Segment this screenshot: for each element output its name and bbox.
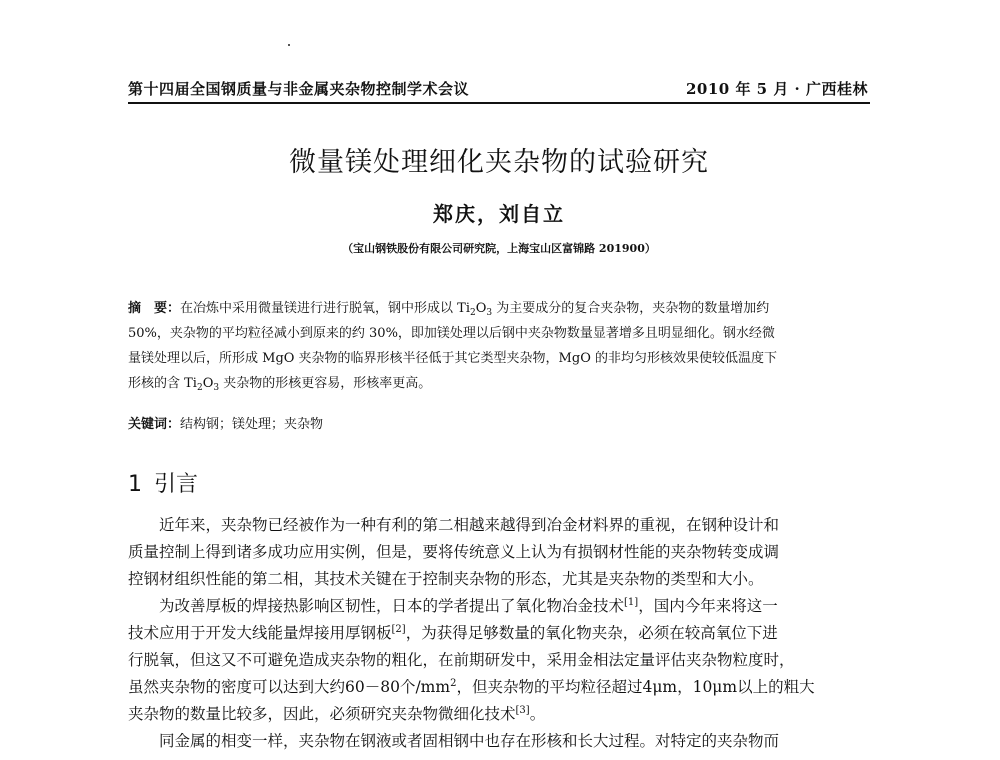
body-text-run: 虽然夹杂物的密度可以达到大约60－80个/mm	[128, 678, 451, 696]
body-line	[128, 674, 872, 701]
body-text-run: ，国内今年来将这一	[638, 597, 778, 615]
abstract-text: 形核的含 Ti	[128, 376, 197, 391]
abstract-text: 夹杂物的形核更容易，形核率更高。	[219, 376, 432, 391]
body-text	[128, 512, 872, 755]
section-heading	[128, 467, 198, 498]
body-text-run: 技术应用于开发大线能量焊接用厚钢板	[128, 624, 392, 642]
body-line: 控钢材组织性能的第二相，其技术关键在于控制夹杂物的形态，尤其是夹杂物的类型和大小。	[128, 570, 764, 588]
abstract-text: 在冶炼中采用微量镁进行进行脱氧，钢中形成以 Ti	[180, 301, 470, 316]
keywords-label: 关键词：	[128, 417, 181, 432]
citation: [3]	[515, 705, 530, 716]
abstract-text: 为主要成分的复合夹杂物，夹杂物的数量增加约	[492, 301, 770, 316]
paper-authors: 郑庆，刘自立	[433, 202, 565, 226]
body-line: 同金属的相变一样，夹杂物在钢液或者固相钢中也存在形核和长大过程。对特定的夹杂物而	[159, 732, 780, 750]
section-title: 引言	[154, 472, 199, 497]
paper-affiliation: （宝山钢铁股份有限公司研究院，上海宝山区富锦路 201900）	[342, 242, 656, 255]
keywords	[128, 412, 323, 437]
paper-title: 微量镁处理细化夹杂物的试验研究	[289, 147, 709, 178]
abstract-text: O	[202, 376, 214, 391]
body-line: 近年来，夹杂物已经被作为一种有利的第二相越来越得到冶金材料界的重视，在钢种设计和	[159, 516, 780, 534]
subscript: 2	[469, 308, 476, 318]
body-line	[128, 701, 872, 728]
abstract-line: 50%，夹杂物的平均粒径减小到原来的约 30%，即加镁处理以后钢中夹杂物数量显著增多且明显细化。钢水经微	[128, 326, 775, 341]
subscript: 3	[486, 308, 493, 318]
header-date-place: 2010 年 5 月 · 广西桂林	[685, 80, 868, 98]
abstract-line	[128, 371, 872, 396]
subscript: 3	[213, 383, 220, 393]
body-text-run: 夹杂物的数量比较多，因此，必须研究夹杂物微细化技术	[128, 705, 516, 723]
citation: [2]	[391, 624, 406, 635]
keywords-text: 结构钢；镁处理；夹杂物	[180, 417, 324, 432]
running-header	[128, 74, 870, 104]
abstract-line	[128, 296, 872, 321]
body-text-run: 。	[529, 705, 546, 723]
superscript: 2	[450, 678, 457, 689]
body-line: 质量控制上得到诸多成功应用实例，但是，要将传统意义上认为有损钢材性能的夹杂物转变成调	[128, 543, 780, 561]
abstract-text: O	[475, 301, 487, 316]
body-text-run: ，但夹杂物的平均粒径超过4μm，10μm以上的粗大	[456, 678, 815, 696]
body-line	[128, 593, 872, 620]
body-line	[128, 620, 872, 647]
subscript: 2	[196, 383, 203, 393]
abstract-line: 量镁处理以后，所形成 MgO 夹杂物的临界形核半径低于其它类型夹杂物，MgO 的非均匀形核效果使较低温度下	[128, 351, 777, 366]
body-line: 行脱氧，但这又不可避免造成夹杂物的粗化，在前期研发中，采用金相法定量评估夹杂物粒度时，	[128, 651, 795, 669]
citation: [1]	[624, 597, 639, 608]
abstract-label: 摘 要：	[128, 301, 181, 316]
body-text-run: 为改善厚板的焊接热影响区韧性，日本的学者提出了氧化物冶金技术	[159, 597, 625, 615]
body-text-run: ，为获得足够数量的氧化物夹杂，必须在较高氧位下进	[405, 624, 778, 642]
scan-speck	[288, 44, 290, 46]
section-number: 1	[128, 472, 142, 497]
abstract	[128, 296, 872, 396]
header-conference: 第十四届全国钢质量与非金属夹杂物控制学术会议	[128, 80, 470, 98]
